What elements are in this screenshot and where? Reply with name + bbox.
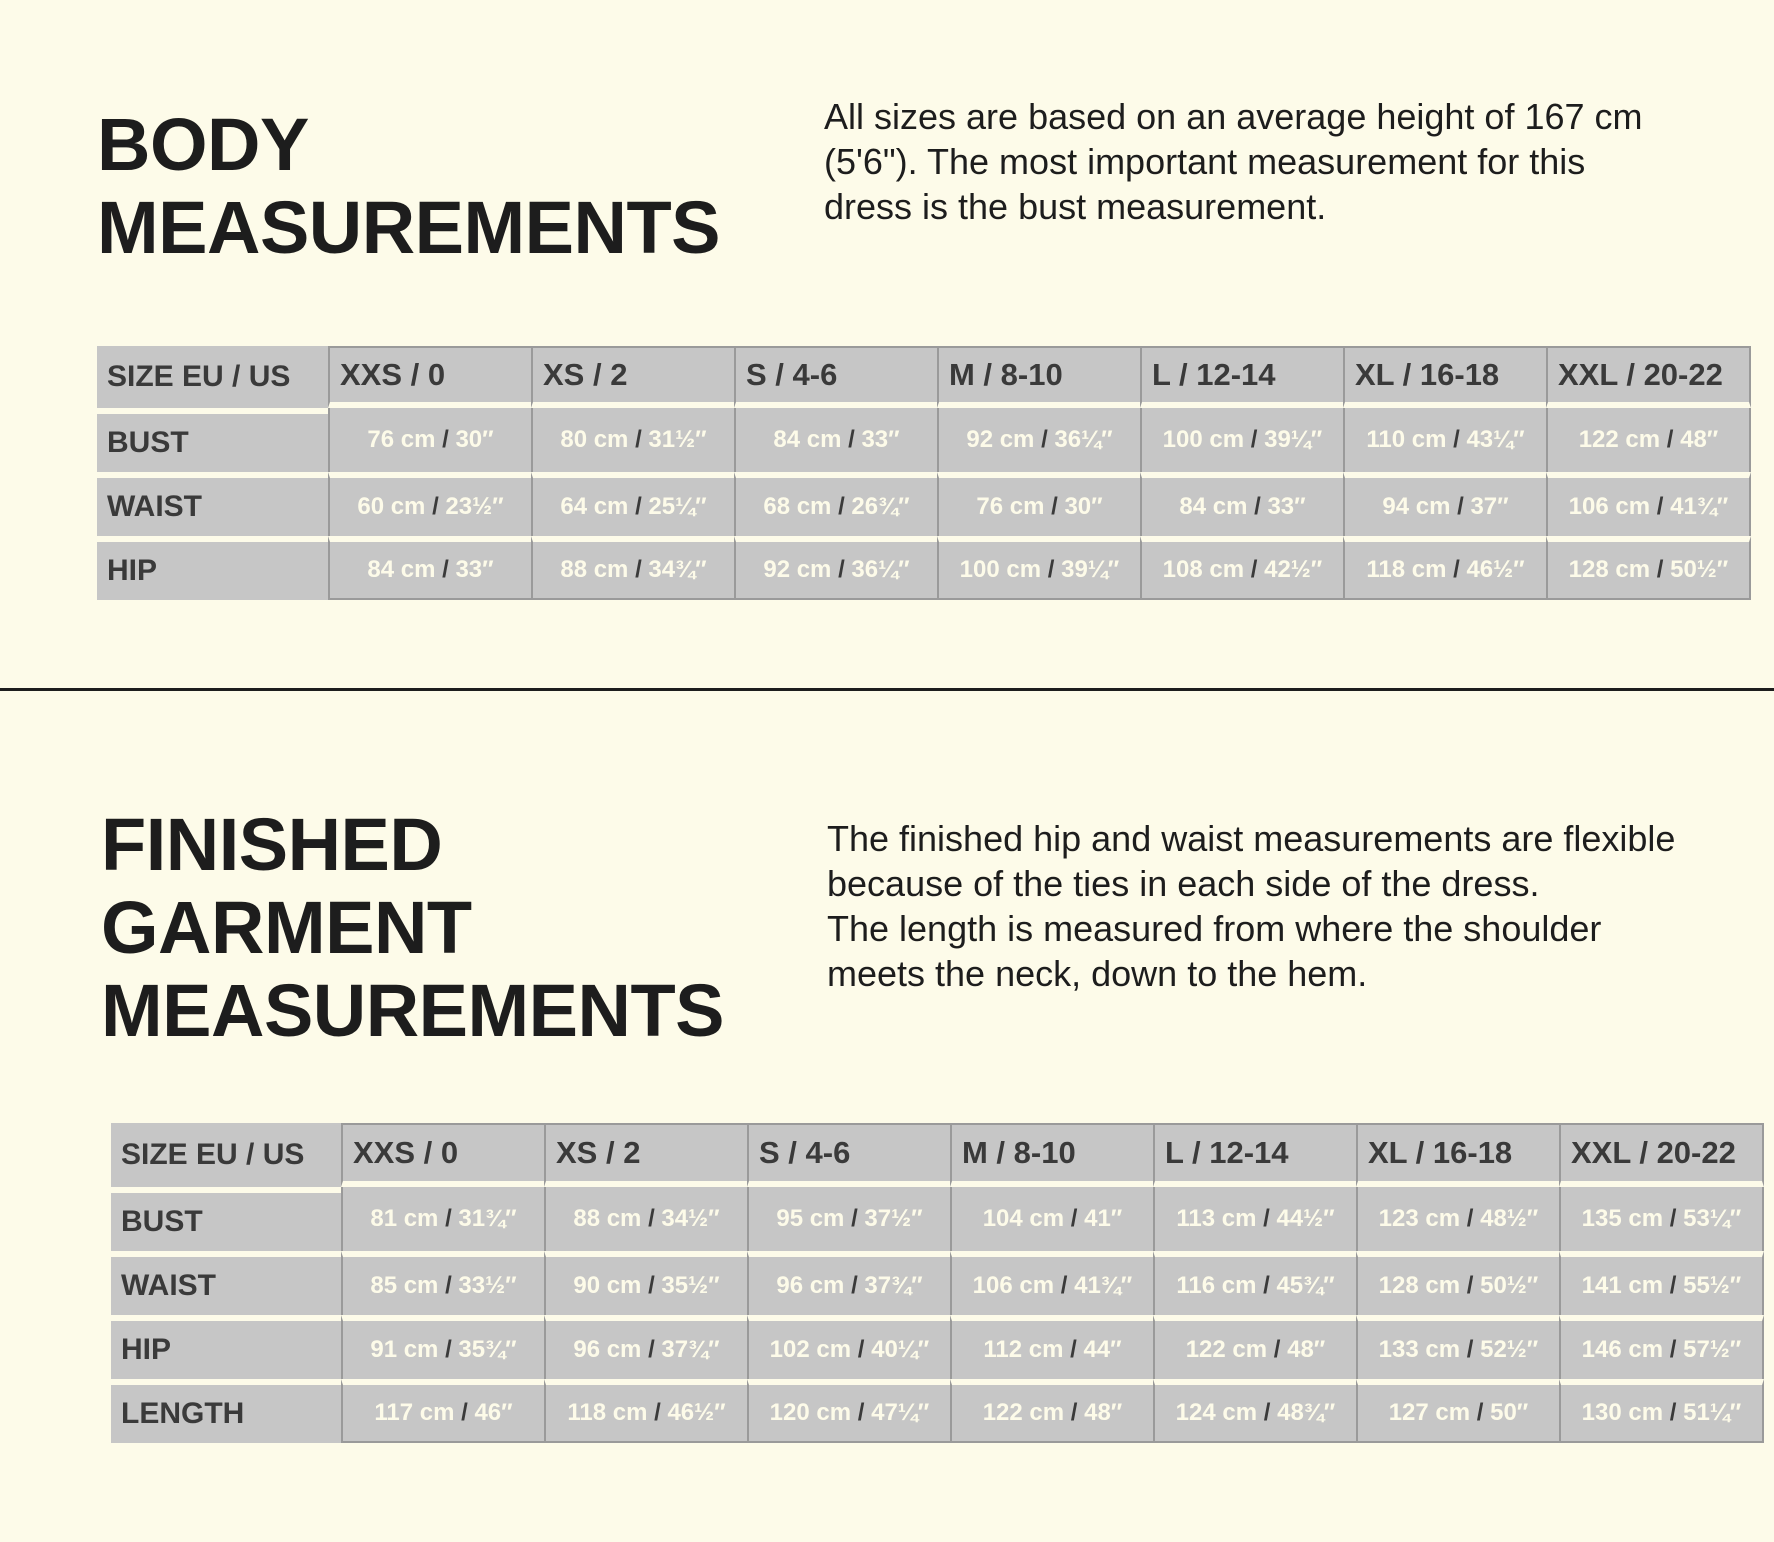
inch-value: 36¼″ [1054,426,1113,453]
inch-value: 48″ [1287,1336,1326,1363]
cm-value: 127 cm [1388,1399,1471,1426]
body-measurements-title [97,103,720,269]
cm-value: 108 cm [1162,556,1245,583]
measurement-cell [1343,472,1546,536]
cm-value: 68 cm [763,493,832,520]
measurement-cell [937,408,1140,472]
measurement-cell [1559,1251,1764,1315]
body-measurements-description [824,94,1643,229]
row-label: BUST [97,408,328,472]
description-line: because of the ties in each side of the dress. [827,863,1540,904]
inch-value: 48″ [1084,1399,1123,1426]
unit-separator: / [1663,1205,1684,1232]
unit-separator: / [1054,1272,1075,1299]
measurement-cell [734,472,937,536]
cm-value: 110 cm [1366,426,1447,453]
unit-separator: / [1256,1205,1277,1232]
unit-separator: / [1257,1399,1278,1426]
size-header: S / 4-6 [734,346,937,408]
measurement-cell [1153,1379,1356,1443]
measurement-cell [1153,1251,1356,1315]
unit-separator: / [844,1205,865,1232]
cm-value: 122 cm [1185,1336,1268,1363]
measurement-cell [1546,536,1751,600]
cm-value: 92 cm [966,426,1035,453]
measurement-cell [341,1315,544,1379]
inch-value: 26¾″ [851,493,910,520]
description-line: (5'6"). The most important measurement for this [824,141,1586,182]
inch-value: 37½″ [864,1205,923,1232]
cm-value: 106 cm [972,1272,1055,1299]
garment-measurements-table [111,1123,1764,1443]
inch-value: 55½″ [1683,1272,1742,1299]
table-row [111,1187,1764,1251]
size-header: XS / 2 [531,346,734,408]
description-line: dress is the bust measurement. [824,186,1327,227]
measurement-cell [544,1187,747,1251]
inch-value: 50½″ [1480,1272,1539,1299]
unit-separator: / [628,426,649,453]
cm-value: 81 cm [370,1205,439,1232]
unit-separator: / [1663,1336,1684,1363]
inch-value: 57½″ [1683,1336,1742,1363]
inch-value: 34½″ [661,1205,720,1232]
inch-value: 33″ [861,426,900,453]
size-header: XXL / 20-22 [1559,1123,1764,1187]
cm-value: 104 cm [982,1205,1065,1232]
measurement-cell [1546,472,1751,536]
unit-separator: / [1650,556,1671,583]
cm-value: 76 cm [976,493,1045,520]
cm-value: 92 cm [763,556,832,583]
cm-value: 130 cm [1581,1399,1664,1426]
measurement-cell [937,472,1140,536]
description-line: meets the neck, down to the hem. [827,953,1368,994]
inch-value: 33″ [1267,493,1306,520]
inch-value: 46½″ [667,1399,726,1426]
unit-separator: / [641,1205,662,1232]
unit-separator: / [425,493,446,520]
cm-value: 88 cm [560,556,629,583]
measurement-cell [1140,472,1343,536]
inch-value: 44½″ [1276,1205,1335,1232]
inch-value: 31½″ [648,426,707,453]
unit-separator: / [438,1205,459,1232]
cm-value: 60 cm [357,493,426,520]
inch-value: 45¾″ [1276,1272,1335,1299]
body-measurements-table [97,346,1751,600]
measurement-cell [328,408,531,472]
inch-value: 39¼″ [1061,556,1120,583]
title-line: MEASUREMENTS [101,969,725,1052]
description-line: The finished hip and waist measurements are flexible [827,818,1676,859]
row-label: WAIST [97,472,328,536]
cm-value: 118 cm [1366,556,1447,583]
measurement-cell [1356,1379,1559,1443]
unit-separator: / [647,1399,668,1426]
cm-value: 88 cm [573,1205,642,1232]
measurement-cell [950,1187,1153,1251]
table-row [111,1251,1764,1315]
size-header: XL / 16-18 [1356,1123,1559,1187]
cm-value: 100 cm [959,556,1042,583]
unit-separator: / [1063,1336,1084,1363]
inch-value: 52½″ [1480,1336,1539,1363]
measurement-cell [747,1251,950,1315]
cm-value: 90 cm [573,1272,642,1299]
unit-separator: / [841,426,862,453]
cm-value: 96 cm [573,1336,642,1363]
inch-value: 53¼″ [1683,1205,1742,1232]
inch-value: 48½″ [1480,1205,1539,1232]
measurement-cell [531,472,734,536]
table-row [111,1315,1764,1379]
title-line: GARMENT [101,886,472,969]
cm-value: 122 cm [1578,426,1661,453]
unit-separator: / [438,1336,459,1363]
size-header: S / 4-6 [747,1123,950,1187]
inch-value: 37″ [1470,493,1509,520]
cm-value: 124 cm [1175,1399,1258,1426]
inch-value: 36¼″ [851,556,910,583]
unit-separator: / [1244,556,1265,583]
cm-value: 100 cm [1162,426,1245,453]
cm-value: 116 cm [1176,1272,1257,1299]
unit-separator: / [1064,1399,1085,1426]
inch-value: 30″ [1064,493,1103,520]
table-row [97,408,1751,472]
inch-value: 44″ [1083,1336,1122,1363]
measurement-cell [1153,1187,1356,1251]
size-header: M / 8-10 [950,1123,1153,1187]
measurement-cell [1356,1315,1559,1379]
unit-separator: / [844,1272,865,1299]
size-header: M / 8-10 [937,346,1140,408]
unit-separator: / [628,493,649,520]
inch-value: 33″ [455,556,494,583]
cm-value: 118 cm [567,1399,648,1426]
garment-measurements-title [101,803,724,1052]
measurement-cell [328,472,531,536]
size-header: XXL / 20-22 [1546,346,1751,408]
unit-separator: / [1044,493,1065,520]
size-header: XXS / 0 [341,1123,544,1187]
inch-value: 43¼″ [1466,426,1525,453]
measurement-cell [544,1315,747,1379]
cm-value: 84 cm [367,556,436,583]
measurement-cell [747,1315,950,1379]
cm-value: 122 cm [982,1399,1065,1426]
measurement-cell [341,1251,544,1315]
measurement-cell [1343,408,1546,472]
measurement-cell [747,1379,950,1443]
cm-value: 141 cm [1581,1272,1664,1299]
title-line: MEASUREMENTS [97,186,721,269]
measurement-cell [1343,536,1546,600]
unit-separator: / [1244,426,1265,453]
size-header: XL / 16-18 [1343,346,1546,408]
unit-separator: / [641,1336,662,1363]
inch-value: 41¾″ [1670,493,1729,520]
unit-separator: / [851,1399,872,1426]
cm-value: 94 cm [1382,493,1451,520]
unit-separator: / [1460,1272,1481,1299]
inch-value: 39¼″ [1264,426,1323,453]
inch-value: 37¾″ [661,1336,720,1363]
unit-separator: / [1460,1336,1481,1363]
inch-value: 23½″ [445,493,504,520]
measurement-cell [1559,1187,1764,1251]
cm-value: 123 cm [1378,1205,1461,1232]
table-row [111,1379,1764,1443]
garment-measurements-description [827,816,1675,996]
unit-separator: / [1460,1205,1481,1232]
unit-separator: / [1446,556,1467,583]
size-column-header: SIZE EU / US [97,346,328,408]
unit-separator: / [454,1399,475,1426]
row-label: HIP [111,1315,341,1379]
unit-separator: / [1256,1272,1277,1299]
cm-value: 106 cm [1568,493,1651,520]
inch-value: 46½″ [1466,556,1525,583]
size-column-header: SIZE EU / US [111,1123,341,1187]
measurement-cell [328,536,531,600]
inch-value: 51¼″ [1683,1399,1742,1426]
inch-value: 35¾″ [458,1336,517,1363]
cm-value: 91 cm [370,1336,439,1363]
measurement-cell [544,1251,747,1315]
unit-separator: / [1247,493,1268,520]
inch-value: 48″ [1680,426,1719,453]
inch-value: 30″ [455,426,494,453]
inch-value: 48¾″ [1277,1399,1336,1426]
measurement-cell [1356,1251,1559,1315]
cm-value: 112 cm [983,1336,1064,1363]
unit-separator: / [1663,1272,1684,1299]
table-header-row [97,346,1751,408]
unit-separator: / [831,493,852,520]
size-header: XXS / 0 [328,346,531,408]
inch-value: 40¼″ [871,1336,930,1363]
measurement-cell [531,536,734,600]
cm-value: 96 cm [776,1272,845,1299]
unit-separator: / [1267,1336,1288,1363]
measurement-cell [341,1379,544,1443]
cm-value: 80 cm [560,426,629,453]
cm-value: 95 cm [776,1205,845,1232]
cm-value: 84 cm [1179,493,1248,520]
cm-value: 128 cm [1568,556,1651,583]
inch-value: 47¼″ [871,1399,930,1426]
section-divider [0,688,1774,691]
size-header: XS / 2 [544,1123,747,1187]
unit-separator: / [435,426,456,453]
cm-value: 113 cm [1176,1205,1257,1232]
measurement-cell [1140,408,1343,472]
measurement-cell [950,1315,1153,1379]
inch-value: 41¾″ [1074,1272,1133,1299]
inch-value: 41″ [1084,1205,1123,1232]
unit-separator: / [1064,1205,1085,1232]
inch-value: 31¾″ [458,1205,517,1232]
inch-value: 37¾″ [864,1272,923,1299]
table-header-row [111,1123,1764,1187]
cm-value: 76 cm [367,426,436,453]
cm-value: 64 cm [560,493,629,520]
description-line: All sizes are based on an average height of 167 cm [824,96,1643,137]
unit-separator: / [628,556,649,583]
measurement-cell [1559,1379,1764,1443]
cm-value: 146 cm [1581,1336,1664,1363]
row-label: BUST [111,1187,341,1251]
unit-separator: / [851,1336,872,1363]
unit-separator: / [1034,426,1055,453]
cm-value: 128 cm [1378,1272,1461,1299]
measurement-cell [1153,1315,1356,1379]
title-line: FINISHED [101,803,443,886]
inch-value: 33½″ [458,1272,517,1299]
measurement-cell [734,408,937,472]
measurement-cell [734,536,937,600]
unit-separator: / [1663,1399,1684,1426]
unit-separator: / [1446,426,1467,453]
inch-value: 50½″ [1670,556,1729,583]
unit-separator: / [831,556,852,583]
description-line: The length is measured from where the shoulder [827,908,1602,949]
cm-value: 117 cm [374,1399,455,1426]
measurement-cell [950,1251,1153,1315]
size-header: L / 12-14 [1153,1123,1356,1187]
unit-separator: / [1470,1399,1491,1426]
table-row [97,536,1751,600]
row-label: LENGTH [111,1379,341,1443]
cm-value: 135 cm [1581,1205,1664,1232]
measurement-cell [1140,536,1343,600]
cm-value: 84 cm [773,426,842,453]
inch-value: 35½″ [661,1272,720,1299]
measurement-cell [531,408,734,472]
measurement-cell [1356,1187,1559,1251]
size-header: L / 12-14 [1140,346,1343,408]
cm-value: 133 cm [1378,1336,1461,1363]
unit-separator: / [641,1272,662,1299]
measurement-cell [544,1379,747,1443]
inch-value: 50″ [1490,1399,1529,1426]
measurement-cell [1546,408,1751,472]
row-label: HIP [97,536,328,600]
title-line: BODY [97,103,309,186]
inch-value: 34¾″ [648,556,707,583]
unit-separator: / [1041,556,1062,583]
unit-separator: / [435,556,456,583]
cm-value: 85 cm [370,1272,439,1299]
table-row [97,472,1751,536]
measurement-cell [1559,1315,1764,1379]
measurement-cell [950,1379,1153,1443]
measurement-cell [747,1187,950,1251]
measurement-cell [937,536,1140,600]
inch-value: 46″ [474,1399,513,1426]
cm-value: 102 cm [769,1336,852,1363]
unit-separator: / [1650,493,1671,520]
unit-separator: / [1660,426,1681,453]
unit-separator: / [438,1272,459,1299]
measurement-cell [341,1187,544,1251]
inch-value: 25¼″ [648,493,707,520]
row-label: WAIST [111,1251,341,1315]
unit-separator: / [1450,493,1471,520]
cm-value: 120 cm [769,1399,852,1426]
inch-value: 42½″ [1264,556,1323,583]
